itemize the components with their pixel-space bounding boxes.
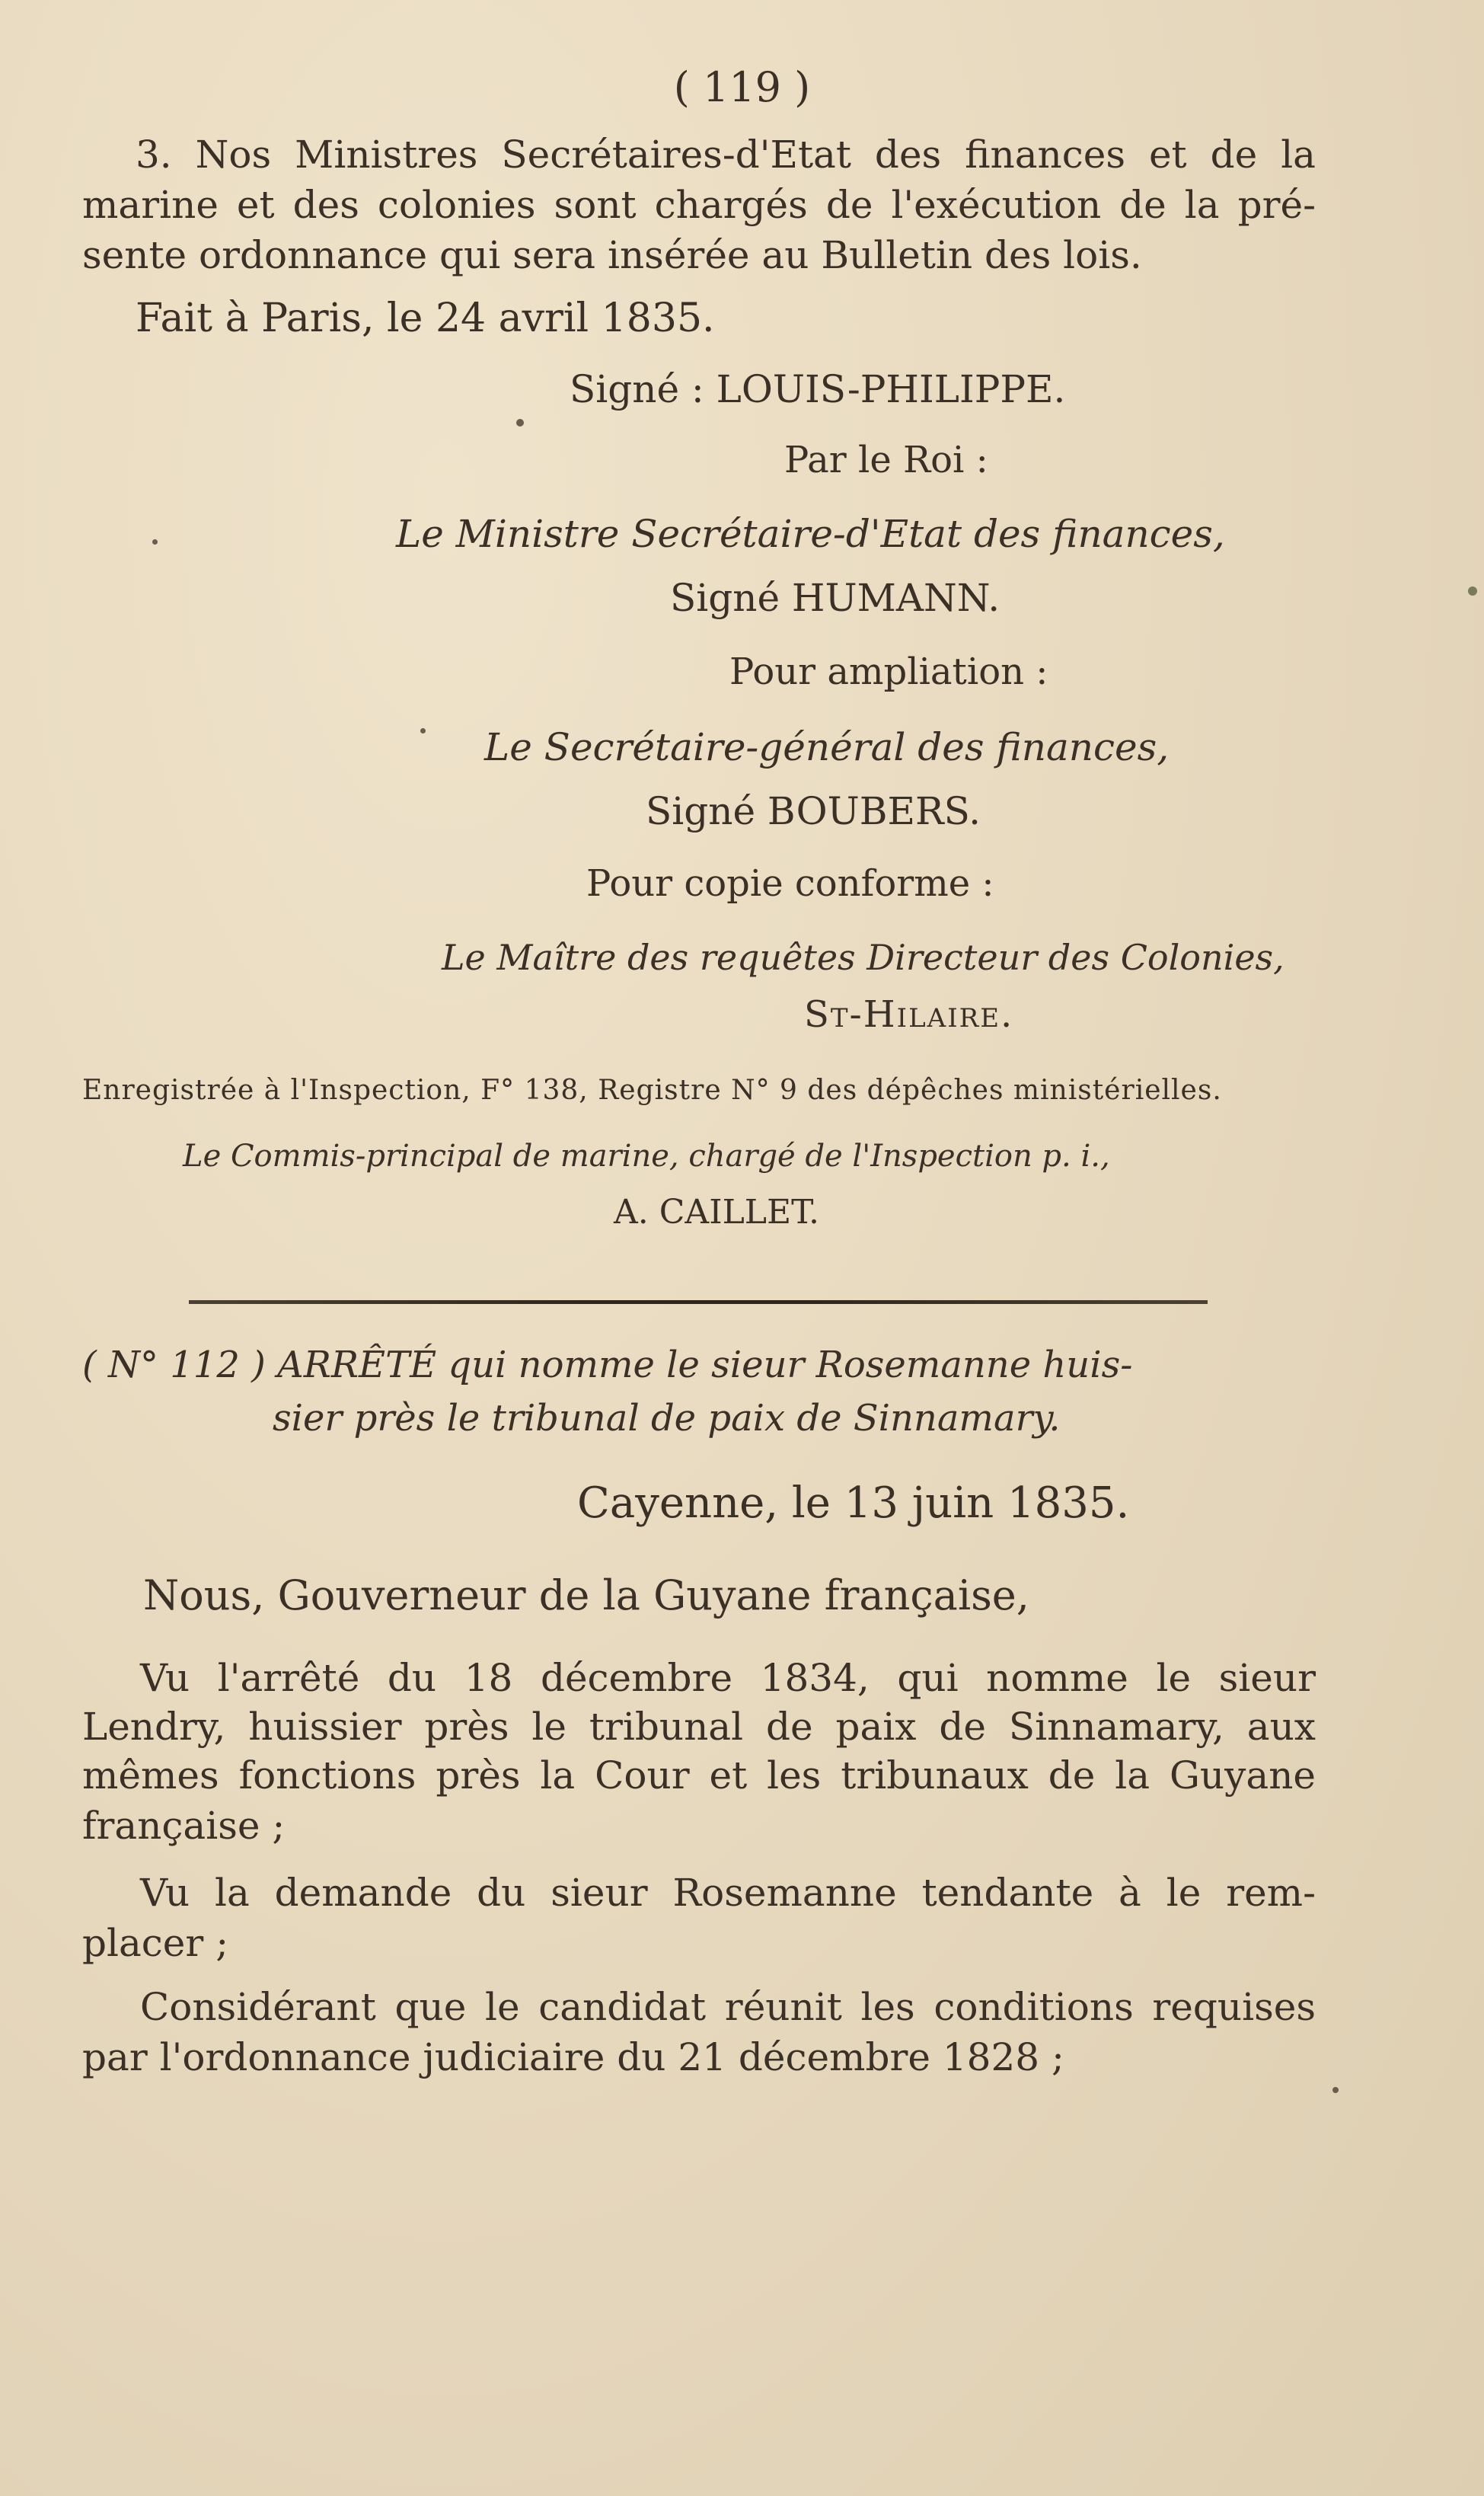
arrete-heading-line-1: ( N° 112 ) ARRÊTÉ qui nomme le sieur Rosemanne huis-	[82, 1344, 1133, 1386]
secretaire-title: Le Secrétaire-général des finances,	[484, 725, 1170, 769]
article-3-line-3: sente ordonnance qui sera insérée au Bulletin des lois.	[82, 233, 1142, 277]
enregistree-line: Enregistrée à l'Inspection, F° 138, Registre N° 9 des dépêches ministérielles.	[82, 1075, 1222, 1106]
page-number: ( 119 )	[673, 63, 811, 111]
ministre-title: Le Ministre Secrétaire-d'Etat des finances,	[396, 512, 1225, 556]
signature-humann: Signé HUMANN.	[670, 576, 1001, 620]
commis-line: Le Commis-principal de marine, chargé de l'Inspection p. i.,	[183, 1139, 1110, 1174]
ink-speck	[516, 419, 524, 427]
arrete-heading-line-2: sier près le tribunal de paix de Sinnamary.	[273, 1397, 1061, 1440]
vu-2-line-2: placer ;	[82, 1921, 229, 1965]
section-divider	[189, 1300, 1208, 1304]
vu-1-line-2: Lendry, huissier près le tribunal de paix de Sinnamary, aux	[82, 1705, 1316, 1749]
pour-copie-conforme: Pour copie conforme :	[586, 862, 994, 905]
nous-gouverneur: Nous, Gouverneur de la Guyane française,	[143, 1571, 1029, 1619]
vu-1-line-1: Vu l'arrêté du 18 décembre 1834, qui nomme le sieur	[140, 1656, 1316, 1700]
ink-speck	[1332, 2087, 1339, 2093]
article-3-line-2: marine et des colonies sont chargés de l'exécution de la pré-	[82, 183, 1316, 227]
considerant-line-1: Considérant que le candidat réunit les conditions requises	[140, 1985, 1316, 2029]
considerant-line-2: par l'ordonnance judiciaire du 21 décembre 1828 ;	[82, 2035, 1064, 2079]
cayenne-date: Cayenne, le 13 juin 1835.	[577, 1478, 1130, 1528]
pour-ampliation: Pour ampliation :	[729, 650, 1048, 693]
signature-boubers: Signé BOUBERS.	[646, 789, 981, 833]
fait-date: Fait à Paris, le 24 avril 1835.	[136, 296, 715, 341]
vu-2-line-1: Vu la demande du sieur Rosemanne tendante à le rem-	[140, 1871, 1316, 1915]
ink-speck	[1468, 586, 1477, 596]
par-le-roi: Par le Roi :	[784, 439, 988, 481]
article-3-line-1: 3. Nos Ministres Secrétaires-d'Etat des finances et de la	[136, 133, 1316, 177]
maitre-title: Le Maître des requêtes Directeur des Colonies,	[442, 937, 1285, 978]
vu-1-line-3: mêmes fonctions près la Cour et les tribunaux de la Guyane	[82, 1753, 1316, 1798]
ink-speck	[420, 728, 426, 733]
signature-st-hilaire: St-Hilaire.	[804, 993, 1014, 1036]
signature-king: Signé : LOUIS-PHILIPPE.	[570, 367, 1066, 411]
caillet-signature: A. CAILLET.	[614, 1193, 819, 1232]
ink-speck	[152, 539, 158, 545]
vu-1-line-4: française ;	[82, 1804, 286, 1848]
